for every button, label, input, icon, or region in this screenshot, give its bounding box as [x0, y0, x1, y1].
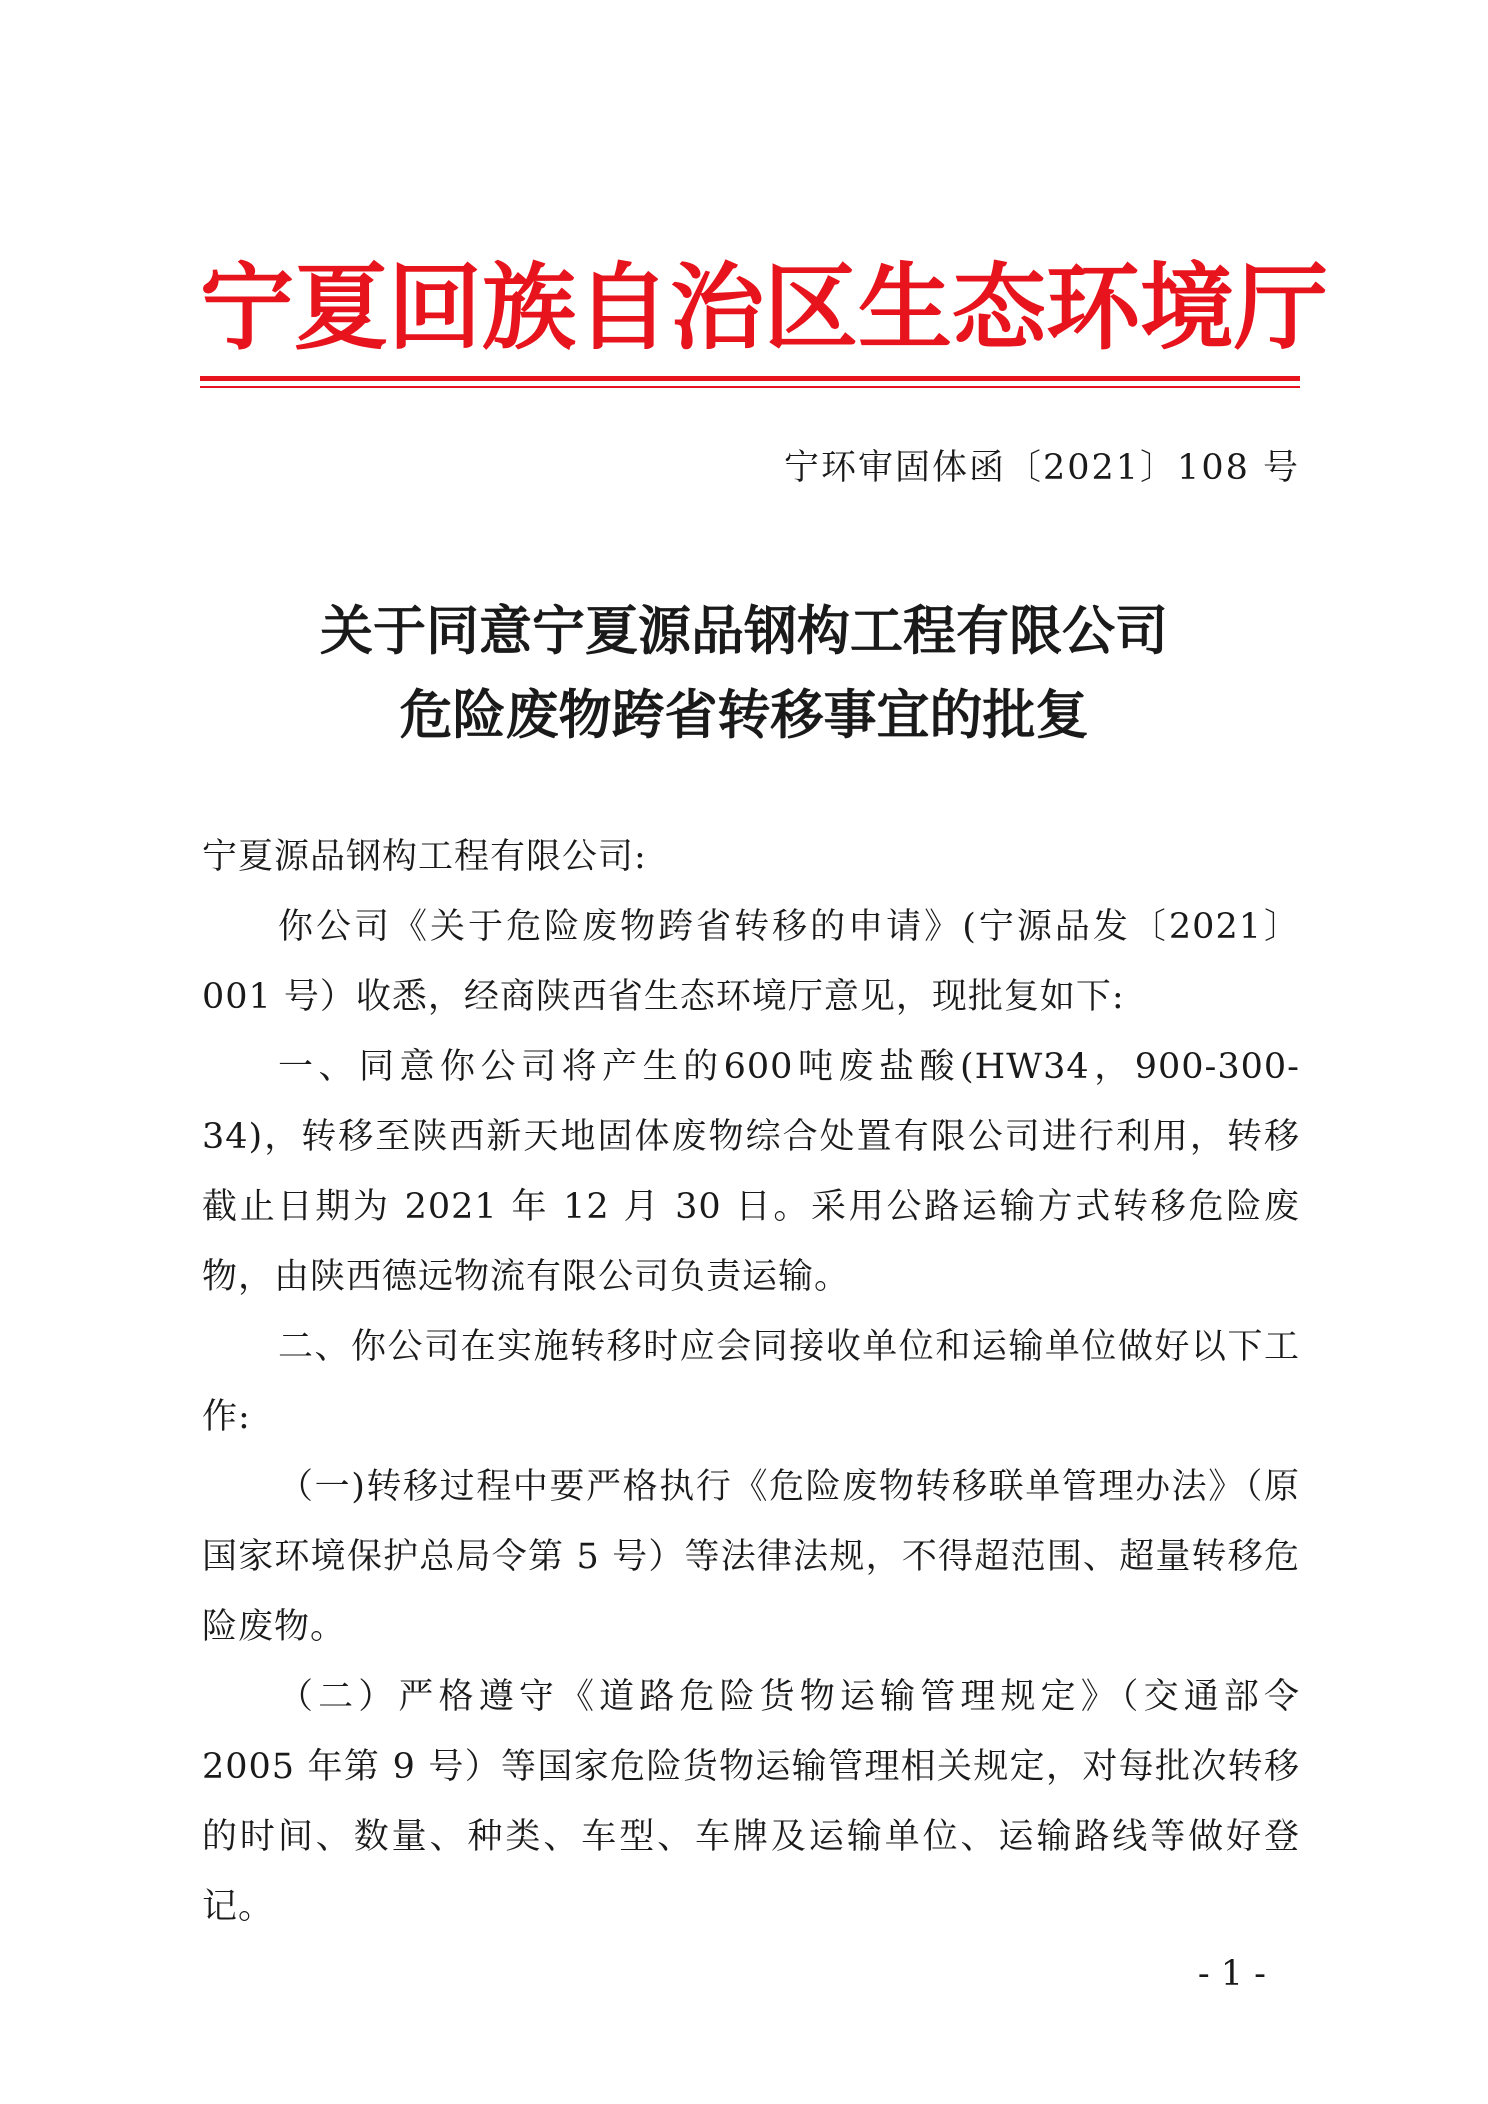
paragraph-subitem-1: （一)转移过程中要严格执行《危险废物转移联单管理办法》（原国家环境保护总局令第 5 号）等法律法规，不得超范围、超量转移危险废物。: [202, 1467, 1300, 1647]
letterhead-red-rule-thin: [200, 386, 1300, 388]
page-number: - 1 -: [1197, 1954, 1266, 1994]
document-body: [202, 822, 1300, 1942]
title-line-1: 关于同意宁夏源品钢构工程有限公司: [320, 601, 1168, 662]
paragraph-approval-item-1: 一、同意你公司将产生的600吨废盐酸(HW34，900-300-34)，转移至陕西新天地固体废物综合处置有限公司进行利用，转移截止日期为 2021 年 12 月 30 日。采用公路运输方式转移危险废物，由陕西德远物流有限公司负责运输。: [202, 1047, 1300, 1297]
paragraph-subitem-2: （二）严格遵守《道路危险货物运输管理规定》（交通部令 2005 年第 9 号）等国家危险货物运输管理相关规定，对每批次转移的时间、数量、种类、车型、车牌及运输单位、运输路线等做好登记。: [202, 1677, 1300, 1927]
document-title: [150, 590, 1338, 758]
letterhead-red-rule-thick: [200, 376, 1300, 381]
salutation: 宁夏源品钢构工程有限公司:: [202, 837, 647, 877]
paragraph-approval-item-2: 二、你公司在实施转移时应会同接收单位和运输单位做好以下工作:: [202, 1327, 1300, 1437]
title-line-2: 危险废物跨省转移事宜的批复: [399, 685, 1089, 746]
document-number: 宁环审固体函〔2021〕108 号: [783, 448, 1300, 488]
paragraph-receipt: 你公司《关于危险废物跨省转移的申请》(宁源品发〔2021〕001 号）收悉，经商陕西省生态环境厅意见，现批复如下:: [202, 907, 1300, 1017]
letterhead-agency-name: 宁夏回族自治区生态环境厅: [200, 254, 1329, 363]
